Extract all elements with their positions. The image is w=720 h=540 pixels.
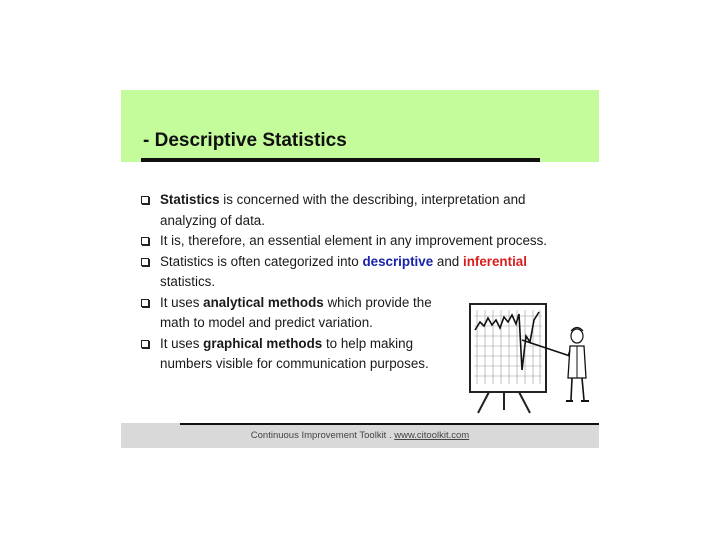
bullet-emphasis: graphical methods <box>203 335 323 351</box>
bullet-fragment: It uses <box>160 294 204 310</box>
title-underline <box>141 158 540 162</box>
bullet-emphasis: descriptive <box>362 253 434 269</box>
bullet-square-icon <box>141 258 149 266</box>
bullet-square-icon <box>141 299 149 307</box>
bullet-text <box>160 293 435 334</box>
bullet-fragment: Statistics is often categorized into <box>160 253 363 269</box>
bullet-fragment: and <box>433 253 463 269</box>
bullet-fragment: It is, therefore, an essential element in any improvement process. <box>160 233 548 248</box>
bullet-item <box>141 190 571 231</box>
bullet-fragment: is concerned with the describing, interpretation and analyzing of data. <box>160 192 526 228</box>
footer-prefix: Continuous Improvement Toolkit . <box>250 430 395 441</box>
footer-text <box>121 430 599 441</box>
bullet-text <box>160 192 525 228</box>
bullet-square-icon <box>141 196 149 204</box>
slide-title: - Descriptive Statistics <box>143 130 347 151</box>
bullet-emphasis: inferential <box>462 253 527 269</box>
bullet-emphasis: Statistics <box>160 192 220 207</box>
footer-link[interactable]: www.citoolkit.com <box>394 430 470 441</box>
bullet-emphasis: analytical methods <box>203 294 324 310</box>
bullet-text <box>160 254 527 290</box>
footer-rule <box>180 423 599 425</box>
presenter-chart-illustration <box>464 300 599 415</box>
bullet-square-icon <box>141 340 149 348</box>
bullet-fragment: statistics. <box>160 274 216 289</box>
slide <box>121 90 599 448</box>
bullet-fragment: It uses <box>160 335 204 351</box>
bullet-fragment: to help making numbers visible for communication purposes. <box>160 335 429 371</box>
bullet-square-icon <box>141 237 149 245</box>
bullet-item <box>141 231 571 252</box>
bullet-fragment: which provide the math to model and predict variation. <box>160 294 432 330</box>
bullet-text <box>160 233 547 248</box>
bullet-item <box>141 252 571 293</box>
bullet-text <box>160 334 435 375</box>
